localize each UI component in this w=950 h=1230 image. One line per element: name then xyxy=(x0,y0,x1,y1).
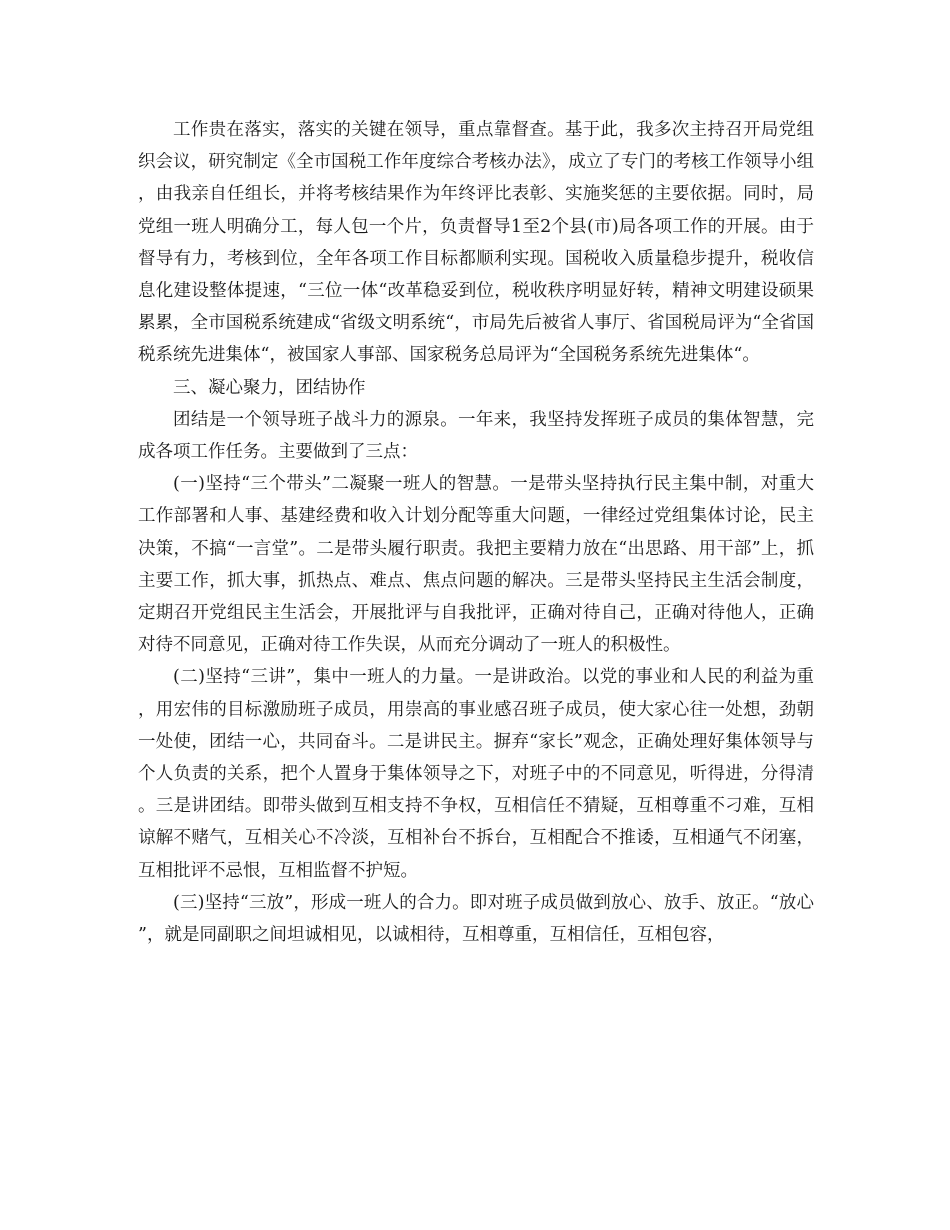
paragraph-inspection: 工作贵在落实，落实的关键在领导，重点靠督查。基于此，我多次主持召开局党组织会议，研究制定《全市国税工作年度综合考核办法》，成立了专门的考核工作领导小组，由我亲自任组长，并将考核结果作为年终评比表彰、实施奖惩的主要依据。同时，局党组一班人明确分工，每人包一个片，负责督导1至2个县(市)局各项工作的开展。由于督导有力，考核到位，全年各项工作目标都顺利实现。国税收入质量稳步提升，税收信息化建设整体提速，“三位一体“改革稳妥到位，税收秩序明显好转，精神文明建设硕果累累，全市国税系统建成“省级文明系统“，市局先后被省人事厅、省国税局评为“全省国税系统先进集体“，被国家人事部、国家税务总局评为“全国税务系统先进集体“。 xyxy=(138,120,814,366)
paragraph-three-talks: (二)坚持“三讲”，集中一班人的力量。一是讲政治。以党的事业和人民的利益为重，用宏伟的目标激励班子成员，用崇高的事业感召班子成员，使大家心往一处想，劲朝一处使，团结一心，共同奋斗。二是讲民主。摒弃“家长”观念，正确处理好集体领导与个人负责的关系，把个人置身于集体领导之下，对班子中的不同意见，听得进，分得清。三是讲团结。即带头做到互相支持不争权，互相信任不猜疑，互相尊重不刁难，互相谅解不赌气，互相关心不冷淡，互相补台不拆台，互相配合不推诿，互相通气不闭塞，互相批评不忌恨，互相监督不护短。 xyxy=(138,667,814,881)
paragraph-unity-intro: 团结是一个领导班子战斗力的源泉。一年来，我坚持发挥班子成员的集体智慧，完成各项工作任务。主要做到了三点： xyxy=(138,409,814,463)
section-heading-unity: 三、凝心聚力，团结协作 xyxy=(173,377,366,398)
document-body xyxy=(138,114,814,951)
paragraph-three-leads: (一)坚持“三个带头”二凝聚一班人的智慧。一是带头坚持执行民主集中制，对重大工作部署和人事、基建经费和收入计划分配等重大问题，一律经过党组集体讨论，民主决策，不搞“一言堂”。二是带头履行职责。我把主要精力放在“出思路、用干部”上，抓主要工作，抓大事，抓热点、难点、焦点问题的解决。三是带头坚持民主生活会制度，定期召开党组民主生活会，开展批评与自我批评，正确对待自己，正确对待他人，正确对待不同意见，正确对待工作失误，从而充分调动了一班人的积极性。 xyxy=(138,474,814,656)
paragraph-three-releases: (三)坚持“三放”，形成一班人的合力。即对班子成员做到放心、放手、放正。“放心”，就是同副职之间坦诚相见，以诚相待，互相尊重，互相信任，互相包容， xyxy=(138,892,814,946)
